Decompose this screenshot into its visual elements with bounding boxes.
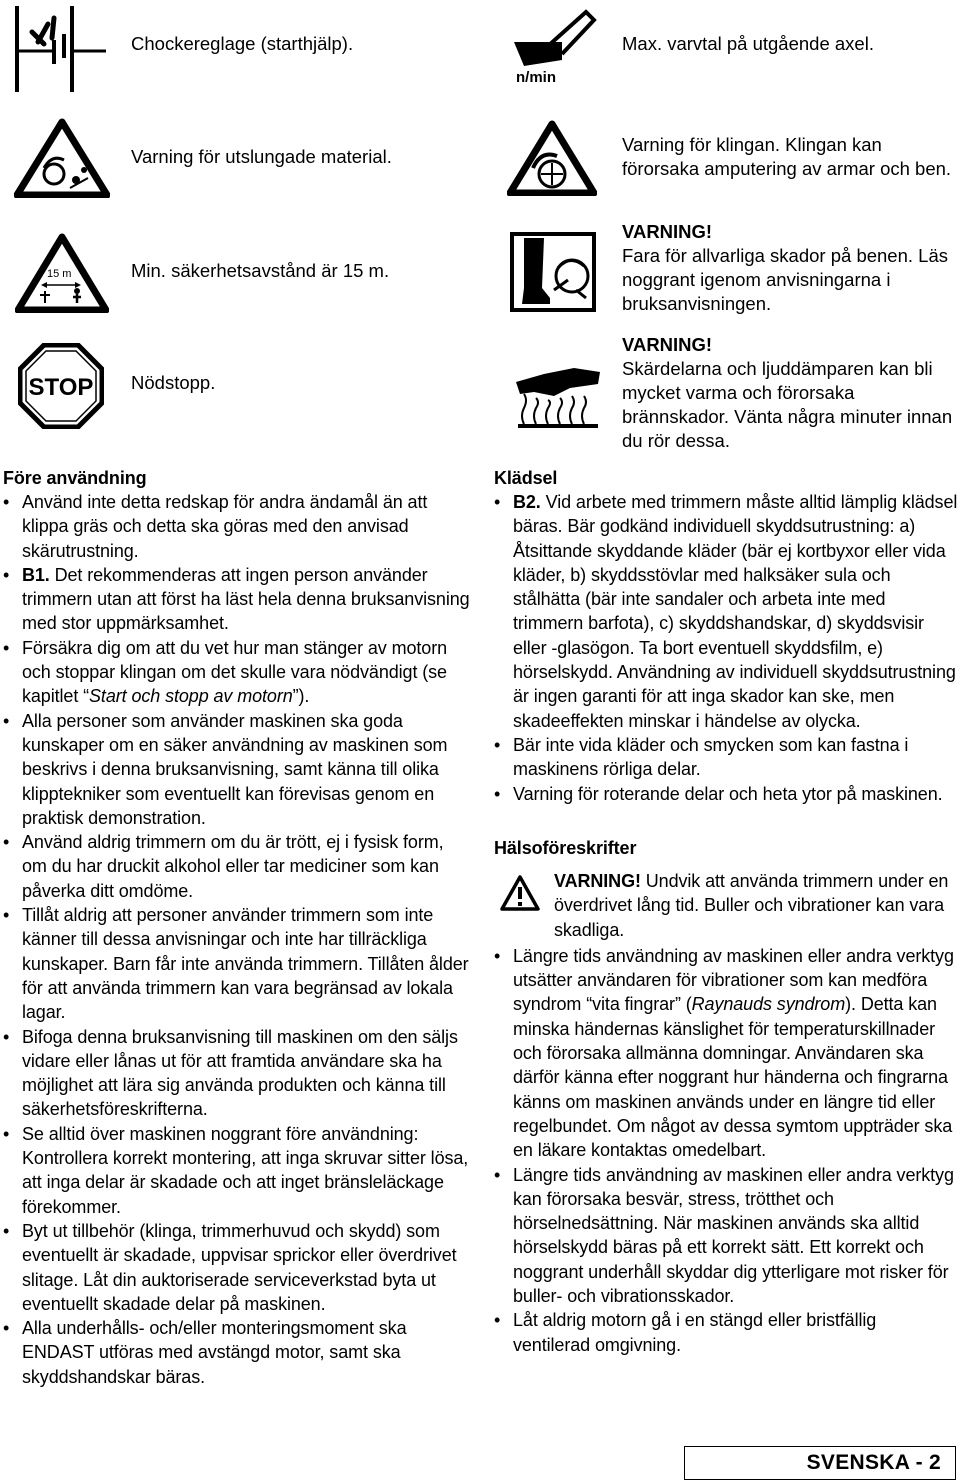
max-speed-icon	[508, 6, 600, 88]
choke-text: Chockereglage (starthjälp).	[131, 33, 354, 54]
page-label: SVENSKA - 2	[806, 1451, 941, 1474]
list-item: • Varning för roterande delar och heta ytor på maskinen.	[494, 782, 958, 806]
list-item: • Längre tids användning av maskinen eller andra verktyg utsätter användaren för vibrationer som kan medföra syndrom “vita fingrar” (Raynauds syndrom). Detta kan minska händernas känslighet för temperaturskillnader och förorsaka allmänna domningar. Användaren ska därför känna efter noggrant hur händerna och fingrarna känns om maskinen används under en längre tid eller regelbundet. Om något av dessa symtom uppträder ska en läkare kontaktas omedelbart.	[494, 944, 958, 1163]
hot-surface-icon	[514, 360, 602, 430]
list-item: • Alla personer som använder maskinen ska goda kunskaper om en säker användning av maskinen som beskrivs i denna bruksanvisning, samt känna till olika klipptekniker som eventuellt kan förevisas genom en praktisk demonstration.	[3, 709, 473, 830]
health-section	[494, 836, 958, 1357]
list-item: • Bär inte vida kläder och smycken som kan fastna i maskinens rörliga delar.	[494, 733, 958, 782]
page-footer	[684, 1446, 956, 1480]
stop-icon	[18, 343, 104, 429]
list-item: • Använd aldrig trimmern om du är trött, ej i fysisk form, om du har druckit alkohol eller tar mediciner som kan påverka ditt omdöme.	[3, 830, 473, 903]
before-use-section	[3, 466, 473, 1389]
health-warning: VARNING! Undvik att använda trimmern under en överdrivet lång tid. Buller och vibrationer kan vara skadliga.	[494, 869, 958, 942]
list-item: • Alla underhålls- och/eller monteringsmoment ska ENDAST utföras med avstängd motor, samt ska skyddshandskar bäras.	[3, 1316, 473, 1389]
hot-surface-symbol	[514, 360, 602, 430]
thrown-objects-warning-icon	[14, 118, 110, 198]
list-item: • Tillåt aldrig att personer använder trimmern som inte känner till dessa anvisningar och inte har tillräckliga kunskaper. Barn får inte använda trimmern. Tillåten ålder för att använda trimmern kan vara begränsad av lokala lagar.	[3, 903, 473, 1024]
stop-text: Nödstopp.	[131, 372, 216, 393]
before-use-list	[3, 490, 473, 1389]
list-item: • B1. Det rekommenderas att ingen person använder trimmern utan att först ha läst hela denna bruksanvisning med stor uppmärksamhet.	[3, 563, 473, 636]
leg-injury-symbol	[510, 232, 596, 312]
max-speed-text: Max. varvtal på utgående axel.	[622, 33, 874, 54]
thrown-objects-text: Varning för utslungade material.	[131, 146, 392, 167]
leg-injury-text: VARNING! Fara för allvarliga skador på benen. Läs noggrant igenom anvisningarna i bruksanvisningen.	[622, 221, 948, 314]
stop-symbol	[18, 343, 104, 429]
clothing-list	[494, 490, 958, 806]
leg-injury-icon	[510, 232, 596, 312]
list-item: • B2. Vid arbete med trimmern måste alltid lämplig klädsel bäras. Bär godkänd individuell skyddsutrustning: a) Åtsittande skyddande kläder (bär ej kortbyxor eller vida kläder, b) skyddsstövlar med halksäker sula och stålhätta (bär inte sandaler och arbeta inte med trimmern barfota), c) skyddshandskar, d) skyddsvisir eller -glasögon. Ta bort eventuell skyddsfilm, e) hörselskydd. Användning av individuell skyddsutrustning är ingen garanti för att inga skador kan ske, men skadeeffekten minskar i händelse av olycka.	[494, 490, 958, 733]
blade-warning-symbol	[507, 120, 597, 196]
blade-warning-icon	[507, 120, 597, 196]
list-item: • Se alltid över maskinen noggrant före användning: Kontrollera korrekt montering, att inga skruvar sitter lösa, att inga delar är skadade och att inget bränsleläckage förekommer.	[3, 1122, 473, 1219]
clothing-title: Klädsel	[494, 468, 558, 488]
choke-symbol	[14, 4, 106, 92]
list-item: • Försäkra dig om att du vet hur man stänger av motorn och stoppar klingan om det skulle vara nödvändigt (se kapitlet “Start och stopp av motorn”).	[3, 636, 473, 709]
svg-text:STOP: STOP	[28, 374, 94, 401]
max-speed-symbol	[508, 6, 600, 88]
list-item: • Använd inte detta redskap för andra ändamål än att klippa gräs och detta ska göras med den anvisad skärutrustning.	[3, 490, 473, 563]
list-item: • Längre tids användning av maskinen eller andra verktyg kan förorsaka besvär, stress, trötthet och hörselnedsättning. När maskinen används ska alltid hörselskydd bäras på ett korrekt sätt. Ett korrekt och noggrant underhåll skyddar dig ytterligare mot risker för buller- och vibrationsskador.	[494, 1163, 958, 1309]
before-use-title: Före användning	[3, 468, 147, 488]
safety-distance-symbol	[15, 233, 109, 313]
list-item: • Låt aldrig motorn gå i en stängd eller bristfällig ventilerad omgivning.	[494, 1308, 958, 1357]
hot-surface-text: VARNING! Skärdelarna och ljuddämparen kan bli mycket varma och förorsaka brännskador. Vänta några minuter innan du rör dessa.	[622, 334, 953, 451]
blade-warning-text: Varning för klingan. Klingan kan förorsaka amputering av armar och ben.	[622, 134, 952, 179]
safety-distance-icon	[15, 233, 109, 313]
list-item: • Byt ut tillbehör (klinga, trimmerhuvud och skydd) som eventuellt är skadade, uppvisar sprickor eller överdrivet slitage. Låt din auktoriserade serviceverkstad byta ut eventuellt skadade delar på maskinen.	[3, 1219, 473, 1316]
health-title: Hälsoföreskrifter	[494, 838, 637, 858]
warning-icon	[500, 875, 540, 911]
choke-icon	[14, 4, 106, 92]
list-item: • Bifoga denna bruksanvisning till maskinen om den säljs vidare eller lånas ut för att framtida användare ska ha möjlighet att lära sig använda produkten och känna till säkerhetsföreskrifterna.	[3, 1025, 473, 1122]
health-list	[494, 944, 958, 1357]
safety-distance-text: Min. säkerhetsavstånd är 15 m.	[131, 260, 390, 281]
clothing-section	[494, 466, 958, 806]
svg-text:n/min: n/min	[516, 69, 556, 86]
thrown-objects-symbol	[14, 118, 110, 198]
svg-text:15 m: 15 m	[47, 268, 72, 280]
